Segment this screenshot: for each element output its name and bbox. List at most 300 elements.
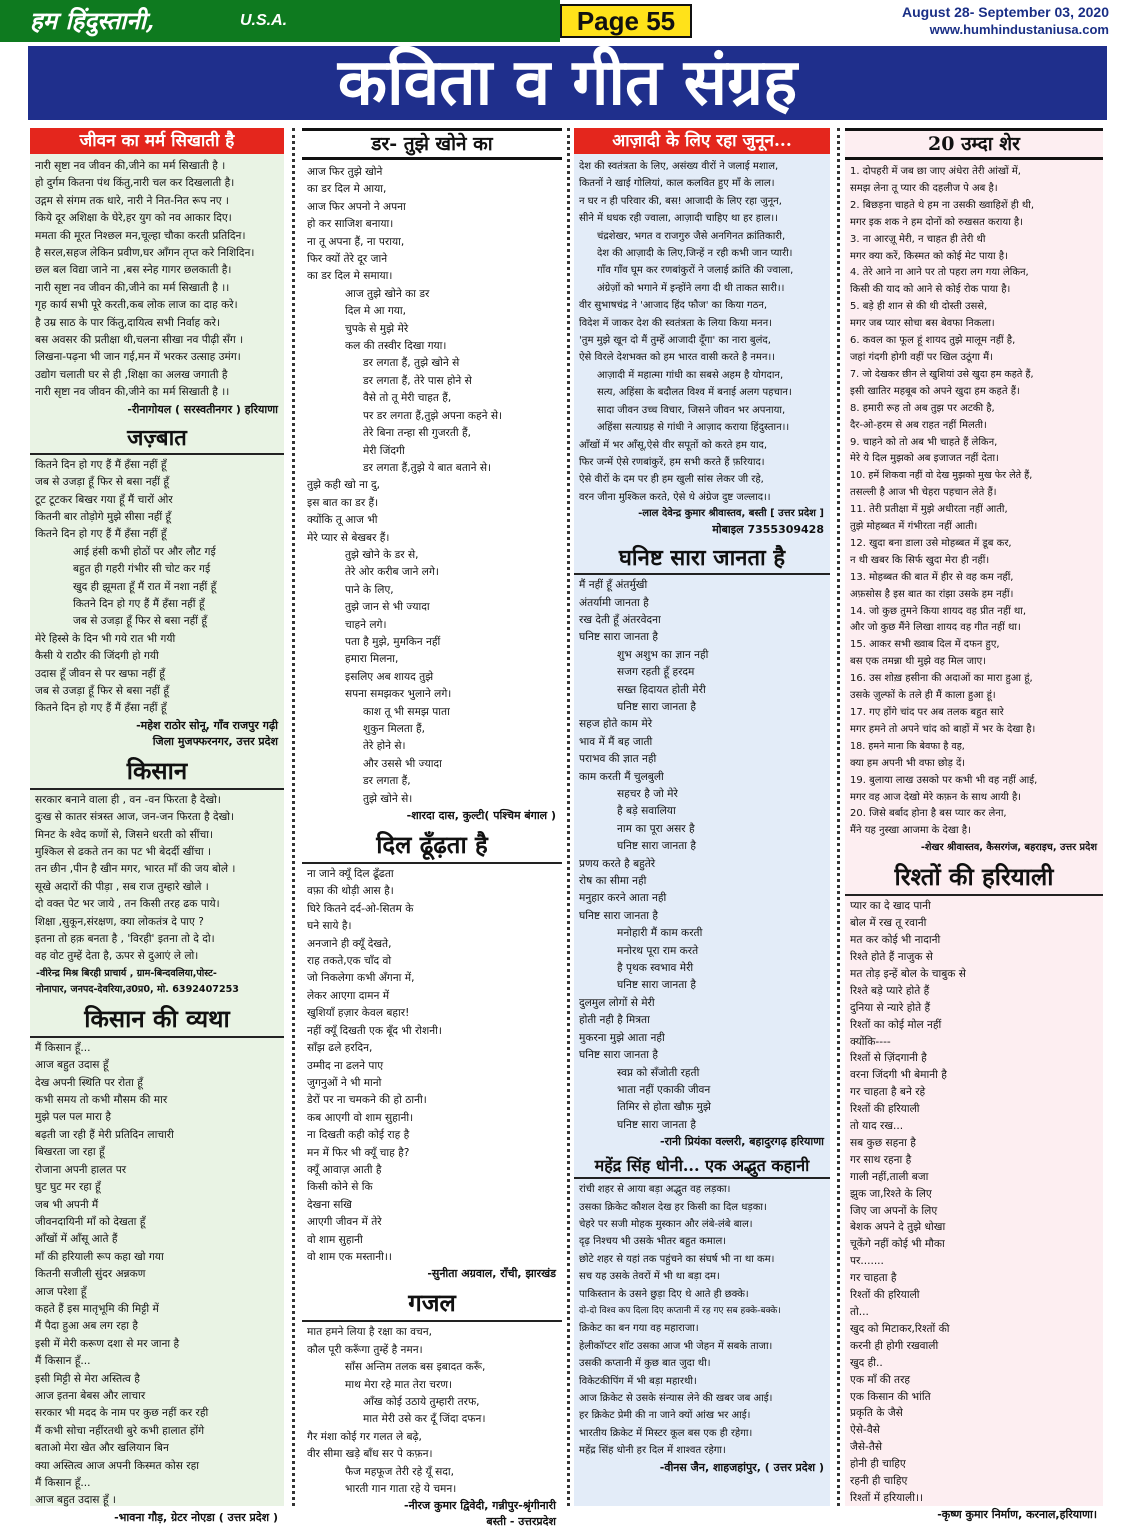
poem-line: मिनट के श्वेद कणों से, जिसने धरती को सींचा। [35, 828, 214, 841]
poem-line: 6. कवल का फूल हूं शायद तुझे मालूम नहीं है, [850, 335, 1016, 347]
poem-line: भारती गान गाता रहे ये चमन। [345, 1483, 457, 1496]
section-banner: कविता व गीत संग्रह [28, 46, 1107, 120]
poem-line: वीर सीमा खड़े बाँध सर पे कफ़न। [307, 1448, 433, 1461]
poem-title: आज़ादी के लिए रहा जुनून... [574, 128, 830, 154]
poem-line: वफ़ा की थोड़ी आस है। [307, 885, 394, 898]
poem-author: -लाल देवेन्द्र कुमार श्रीवास्तव, बस्ती [ उत्तर प्रदेश ] [638, 508, 824, 520]
poem-line: देश की स्वतंत्रता के लिए, असंख्य वीरों ने जलाई मशाल, [579, 161, 779, 172]
poem-line: खुद को मिटाकर,रिश्तों की [850, 1322, 950, 1335]
poem-line: हमारा मिलना, [345, 653, 399, 666]
paper-name: हम हिंदुस्तानी, [30, 6, 155, 35]
poem-line: फैज महफूज तेरी रहे यूँ सदा, [345, 1465, 454, 1478]
poem-line: हो कर साजिश बनाया। [307, 218, 394, 231]
poem-title: किसान की व्यथा [30, 1002, 284, 1038]
poem-line: आज फिर अपनो ने अपना [307, 200, 406, 213]
poem-line: बस एक तमन्ना थी मुझे वह मिल जाए। [850, 656, 986, 668]
poem-line: 5. बड़े ही शान से की थी दोस्ती उससे, [850, 301, 988, 313]
poem-line: कितने दिन हो गए हैं मैं हँसा नहीं हूँ [73, 597, 205, 610]
poem-line: तो... [850, 1306, 869, 1318]
poem-line: आज़ादी में महात्मा गांधी का सबसे अहम है योगदान, [597, 369, 784, 381]
poem-title: डर- तुझे खोने का [302, 128, 562, 160]
poem-line: हेलीकॉप्टर शॉट उसका आज भी जेहन में सबके ताजा। [579, 1340, 773, 1352]
poem-line: उद्गम से संगम तक धारे, नारी ने नित-नित रूप नए । [35, 194, 229, 207]
poem-line: पता है मुझे, मुमकिन नहीं [345, 635, 441, 648]
poem-line: एक किसान की भांति [850, 1390, 931, 1403]
poem-line: सत्य, अहिंसा के बदौलत विश्व में बनाई अलग पहचान। [597, 387, 792, 399]
poem-line: लेकर आएगा दामन में [307, 989, 390, 1002]
poem-line: जब से उजड़ा हूँ फिर से बसा नहीं हूँ [73, 615, 207, 628]
poem-line: आज बहुत उदास हूँ [35, 1059, 109, 1072]
poem-line: दुःख से कातर संत्रस्त आज, जन-जन फिरता है देखो। [35, 811, 235, 824]
poem-line: का डर दिल मे आया, [307, 183, 387, 196]
poem-line: चेहरे पर सजी मोहक मुस्कान और लंबे-लंबे बाल। [579, 1218, 753, 1230]
poem-line: रिश्ते होते हैं नाजुक से [850, 950, 933, 963]
poem-line: तुझे मोहब्बत में गंभीरता नहीं आती। [850, 521, 978, 533]
poem-line: कितने दिन हो गए हैं मैं हँसा नहीं हूँ [35, 528, 167, 541]
poem-line: तुझे खोने के डर से, [345, 548, 419, 561]
poem-line: बहुत ही गहरी गंभीर सी चोट कर गई [73, 563, 211, 576]
poem-line: भारतीय क्रिकेट में मिस्टर कूल बस एक ही रहेगा। [579, 1427, 753, 1439]
poem-line: रिश्तों की हरियाली [850, 1103, 920, 1116]
poem-line: जीवनदायिनी माँ को देखता हूँ [35, 1215, 146, 1228]
poem-body [845, 898, 1103, 1507]
poem-line: तेरे ओर करीब जाने लगे। [345, 566, 439, 579]
poem-line: छल बल विद्या जाने ना ,बस स्नेह गागर छलकाती है। [35, 264, 232, 277]
poem-line: 4. तेरे आने ना आने पर तो पहरा लग गया लेकिन, [850, 267, 1029, 279]
poem-line: उम्मीद ना ढलने पाए [307, 1059, 384, 1072]
poem-author-place: बस्ती - उत्तरप्रदेश [486, 1515, 556, 1529]
poem-line: आई हंसी कभी होठों पर और लौट गई [73, 545, 216, 558]
poem-line: कल की तस्वीर दिखा गया। [345, 340, 447, 353]
poem-line: मेरे ये दिल मुझको अब इजाजत नहीं देता। [850, 453, 999, 465]
poem-line: कब आएगी वो शाम सुहानी। [307, 1111, 414, 1124]
poem-line: है बड़े सवालिया [617, 805, 676, 818]
column-divider [292, 128, 295, 1506]
poem-line: राह तकते,एक चाँद वो [307, 955, 392, 968]
poem-line: रख देती हूँ अंतरवेदना [579, 613, 661, 626]
poem-line: नारी सृष्टा नव जीवन की,जीने का मर्म सिखाती है । [35, 160, 226, 172]
poem-line: सरकार बनाने वाला ही , वन -वन फिरता है देखो। [35, 793, 221, 806]
poem-line: मैं किसान हूँ... [35, 1041, 91, 1054]
poem-line: दृढ़ निश्चय भी उसके भीतर बहुत कमाल। [579, 1236, 727, 1248]
poem-line: देखना सखि [307, 1198, 352, 1211]
poem-line: जिए जा अपनों के लिए [850, 1204, 938, 1217]
poem-line: आज इतना बेबस और लाचार [35, 1389, 146, 1402]
poem-line: तन छीन ,पीन है खीन मगर, भारत माँ की जय बोले । [35, 863, 236, 876]
poem-line: मगर वह आज देखो मेरे कफ़न के साथ आयी है। [850, 791, 1022, 803]
poem-line: तो याद रख... [850, 1120, 904, 1133]
poem-line: स्वप्न को सँजोती रहती [617, 1066, 700, 1079]
poem-line: सादा जीवन उच्च विचार, जिसने जीवन भर अपनाया, [597, 404, 786, 416]
poem-line: दुनिया से न्यारे होते हैं [850, 1001, 931, 1014]
poem-line: घने साये है। [307, 920, 352, 933]
poem-line: तसल्ली है आज भी चेहरा पहचान लेते हैं। [850, 487, 997, 499]
poem-line: जब से उजड़ा हूँ फिर से बसा नहीं हूँ [35, 684, 169, 697]
poem-line: 11. तेरी प्रतीक्षा में मुझे अधीरता नहीं आती, [850, 504, 1008, 516]
poem-line: न घर न ही परिवार की, बस! आजादी के लिए रहा जुनून, [579, 195, 782, 207]
poem-line: वो शाम सुहानी [307, 1233, 363, 1246]
poem-line: क्या हम अपनी भी वफा छोड़ दें। [850, 757, 966, 769]
poem-line: किये दूर अशिक्षा के घेरे,हर युग को नव आकार दिए। [35, 212, 232, 225]
poem-line: 14. जो कुछ तुमने किया शायद वह प्रीत नहीं था, [850, 605, 1027, 617]
poem-line: घुट घुट मर रहा हूँ [35, 1181, 101, 1194]
poem-line: मैंने यह नुस्खा आजमा के देखा है। [850, 825, 971, 837]
poem-line: मगर हमने तो अपने चांद को बाहों में भर के देखा है। [850, 723, 1036, 735]
poem-line: मेरे हिस्से के दिन भी गये रात भी गयी [35, 632, 176, 645]
poem-line: वैसे तो तू मेरी चाहत हैं, [363, 392, 452, 405]
poem-line: जो निकलेगा कभी अँगना में, [307, 972, 415, 985]
poem-line: भाता नहीं एकाकी जीवन [617, 1083, 711, 1096]
poem-line: 17. गए होंगे चांद पर अब तलक बहुत सारे [850, 707, 1004, 718]
poem-line: अंग्रेज़ों को भगाने में इन्होंने लगा दी थी ताकत सारी।। [597, 282, 785, 294]
poem-line: है उम्र साठ के पार किंतु,दायित्व सभी निर्वाह करे। [35, 316, 220, 329]
poem-line: घनिष्ट सारा जानता है [617, 700, 697, 713]
poem-line: सब कुछ सहना है [850, 1136, 916, 1149]
poem-line: कहते हैं इस मातृभूमि की मिट्टी में [35, 1302, 159, 1315]
poem-author: -कृष्ण कुमार निर्माण, करनाल,हरियाणा। [937, 1507, 1097, 1521]
poem-line: वरन जीना मुश्किल करते, ऐसे थे अंग्रेज दुष्ट जल्लाद।। [579, 491, 771, 503]
poem-line: तुझे जान से भी ज्यादा [345, 601, 430, 614]
poem-line: कितनी सजीली सुंदर अन्नकण [35, 1268, 146, 1281]
poem-author: -सुनीता अग्रवाल, राँची, झारखंड [427, 1267, 556, 1281]
poem-line: घनिष्ट सारा जानता है [617, 979, 697, 992]
poem-line: घनिष्ट सारा जानता है [579, 909, 659, 922]
poem-line: जुगनुओं ने भी मानो [307, 1076, 382, 1089]
poem-line: क्योंकि---- [850, 1035, 891, 1048]
poem-line: मैं किसान हूँ... [35, 1477, 91, 1489]
poem-line: सख्त हिदायत होती मेरी [617, 683, 706, 696]
poem-author: -वीरेन्द्र मिश्र बिरही प्राचार्य , ग्राम-बिन्दवलिया,पोस्ट- [36, 967, 217, 979]
poem-line: ना दिखती कही कोई राह है [307, 1129, 410, 1142]
poem-line: 18. हमने माना कि बेवफा है वह, [850, 740, 965, 752]
poem-line: उसकी कप्तानी में कुछ बात जुदा थी। [579, 1358, 711, 1370]
poem-line: टूट टूटकर बिखर गया हूँ मैं चारों ओर [35, 493, 173, 506]
poem-line: तुझे कही खो ना दु, [307, 479, 381, 492]
poem-line: इसलिए अब शायद तुझे [345, 670, 434, 683]
poem-line: इतना तो हक़ बनता है , 'विरही' इतना तो दे दो। [35, 933, 215, 946]
poem-line: झुक जा,रिश्ते के लिए [850, 1187, 932, 1200]
page-number: Page 55 [560, 4, 692, 38]
poem-body [302, 164, 562, 808]
poem-line: रहनी ही चाहिए [850, 1475, 908, 1488]
column-2 [302, 128, 562, 1529]
poem-line: देख अपनी स्थिति पर रोता हूँ [35, 1076, 143, 1089]
poem-line: बिखरता जा रहा हूँ [35, 1146, 105, 1159]
poem-body [574, 1181, 830, 1460]
poem-line: 10. हमें शिकवा नहीं वो देख मुझको मुख फेर लेते हैं, [850, 470, 1033, 482]
poem-body [302, 1324, 562, 1498]
poem-line: गाली नहीं,ताली बजा [850, 1170, 929, 1183]
poem-line: किसी कोने से कि [307, 1181, 373, 1194]
poem-line: वह वोट तुम्हें देता है, ऊपर से दुआएं ले लो। [35, 950, 199, 963]
poem-line: कौल पूरी करूँगा तुम्हें है नमन। [307, 1343, 423, 1356]
poem-line: गैर मंशा कोई गर गलत ले बढ़े, [307, 1430, 422, 1443]
poem-line: 7. जो देखकर छीन ले खुशियां उसे खुदा हम कहते हैं, [850, 368, 1034, 380]
poem-line: नाम का पूरा असर है [617, 822, 695, 835]
poem-line: बस अवसर की प्रतीक्षा थी,चलना सीखा नव पीढ़ी सँग । [35, 334, 244, 347]
poem-line: डर लगता हैं, तेरे पास होने से [363, 374, 472, 387]
poem-line: मत तोड़ इन्हें बोल के चाबुक से [850, 967, 966, 980]
poem-line: वीर सुभाषचंद्र ने 'आजाद हिंद फौज' का किया गठन, [579, 300, 768, 312]
poem-title: गजल [302, 1286, 562, 1322]
poem-body [574, 577, 830, 1134]
poem-line: 2. बिछड़ना चाहते थे हम ना उसकी ख्वाहिशें ही थी, [850, 199, 1035, 211]
poem-line: गर चाहता है बने रहे [850, 1086, 926, 1099]
poem-line: सीने में धधक रही ज्वाला, आज़ादी चाहिए था हर हाल।। [579, 213, 779, 225]
poem-line: घनिष्ट सारा जानता है [617, 1118, 697, 1131]
poem-line: कितने दिन हो गए हैं मैं हँसा नहीं हूँ [35, 458, 167, 471]
poem-author: -रानी प्रियंका वल्लरी, बहादुरगढ़ हरियाणा [660, 1135, 824, 1149]
poem-line: मुश्किल से ढकते तन का पट भी बेदर्दी खींचा । [35, 846, 211, 858]
poem-author-place: जिला मुजफ्फरनगर, उत्तर प्रदेश [152, 734, 278, 748]
poem-author: -नीरज कुमार द्विवेदी, गन्नीपुर-श्रृंगीनारी [404, 1499, 556, 1513]
poem-line: वरना जिंदगी भी बेमानी है [850, 1069, 947, 1082]
poem-line: मैं नहीं हूँ अंतर्मुखी [579, 579, 648, 592]
poem-body [30, 457, 284, 718]
poem-line: पर....... [850, 1255, 884, 1268]
poem-line: भाव में मैं बह जाती [579, 735, 653, 748]
poem-line: दिल मे आ गया, [345, 305, 407, 318]
poem-line: क्योंकि तू आज भी [307, 514, 378, 527]
poem-line: मनोहारी मैं काम करती [617, 927, 703, 940]
poem-line: पर डर लगता हैं,तुझे अपना कहने से। [363, 409, 503, 422]
poem-line: रिश्तों का कोई मोल नहीं [850, 1018, 942, 1031]
poem-line: आँखों में भर आँसू,ऐसे वीर सपूतों को करते हम याद, [579, 439, 768, 451]
poem-body [845, 164, 1103, 840]
poem-line: मगर इक शक ने हम दोनों को रुखसत कराया है। [850, 216, 1023, 228]
poem-line: मात मेरी उसे कर दूँ जिंदा दफन। [363, 1413, 486, 1426]
poem-line: गाँव गाँव घूम कर रणबांकुरों ने जलाई क्रांति की ज्वाला, [597, 265, 794, 277]
poem-line: शिक्षा ,सुकून,संरक्षण, क्या लोकतंत्र दे पाए ? [35, 915, 204, 928]
poem-line: ना जाने क्यूँ दिल ढूँढता [307, 868, 394, 881]
poem-line: मैं किसान हूँ... [35, 1355, 91, 1368]
poem-line: प्रकृति के जैसे [850, 1407, 903, 1420]
poem-line: ना तू अपना हैं, ना पराया, [307, 235, 405, 248]
poem-line: विदेश में जाकर देश की स्वतंत्रता के लिया किया मनन। [579, 317, 772, 329]
poem-title: 20 उम्दा शेर [845, 128, 1103, 160]
poem-line: सजग रहती हूँ हरदम [617, 666, 695, 679]
poem-line: काम करती मैं चुलबुली [579, 770, 664, 783]
poem-line: फिर जन्में ऐसे रणबांकुरें, हम सभी करते हैं फ़रियाद। [579, 456, 765, 468]
poem-line: जब भी अपनी मैं [35, 1198, 99, 1211]
poem-line: और जो कुछ मैंने लिखा शायद वह गीत नहीं था। [850, 622, 1021, 634]
poem-line: सहचर है जो मेरे [617, 788, 678, 800]
poem-line: ऐसे विरले देशभक्त को हम भारत वासी करते है नमन।। [579, 352, 776, 364]
column-4 [845, 128, 1103, 1521]
poem-line: अनजाने ही क्यूँ देखते, [307, 937, 392, 950]
poem-line: तिमिर से होता खौफ़ मुझे [617, 1101, 711, 1114]
poem-line: दैर-ओ-हरम से अब राहत नहीं मिलती। [850, 419, 987, 431]
poem-title: जीवन का मर्म सिखाती है [30, 128, 284, 154]
poem-line: हो दुर्गम कितना पंथ किंतु,नारी चल कर दिखलाती है। [35, 177, 235, 190]
poem-line: डर लगता हैं,तुझे ये बात बताने से। [363, 461, 492, 474]
poem-title: दिल ढूँढ़ता है [302, 828, 562, 864]
poem-line: खुद ही.. [850, 1356, 883, 1369]
poem-line: नारी सृष्टा नव जीवन की,जीने का मर्म सिखाती है ।। [35, 281, 230, 294]
poem-body [30, 792, 284, 966]
poem-line: रिश्ते बड़े प्यारे होते हैं [850, 984, 930, 997]
poem-line: इसी खातिर महबूब को अपने खुदा हम कहते हैं। [850, 385, 1020, 397]
poem-line: नारी सृष्टा नव जीवन की,जीने का मर्म सिखाती है ।। [35, 386, 230, 399]
poem-line: उद्योग चलाती घर से ही ,शिक्षा का अलख जगाती है [35, 368, 228, 381]
poem-line: आँख कोई उठाये तुम्हारी तरफ, [363, 1396, 480, 1408]
poem-line: आज क्रिकेट से उसके संन्यास लेने की खबर जब आई। [579, 1393, 773, 1404]
poem-line: जहां गंदगी होगी वहीं पर खिल उठूंगा मैं। [850, 351, 993, 363]
poem-line: सपना समझकर भुलाने लगे। [345, 688, 452, 701]
poem-line: शुकुन मिलता हैं, [363, 723, 425, 735]
poem-title: रिश्तों की हरियाली [845, 860, 1103, 896]
poem-line: पाने के लिए, [345, 583, 394, 596]
poem-author-place: नोनापार, जनपद-देवरिया,उ0प्र0, मो. 6392407253 [36, 983, 239, 995]
poem-line: घनिष्ट सारा जानता है [579, 631, 659, 644]
poem-line: होनी ही चाहिए [850, 1458, 906, 1471]
poem-line: हर क्रिकेट प्रेमी की ना जाने क्यों आंख भर आई। [579, 1410, 751, 1422]
poem-line: और उससे भी ज्यादा [363, 757, 442, 770]
poem-author: -शारदा दास, कुल्टी( पश्चिम बंगाल ) [406, 809, 556, 823]
poem-line: रिश्तों की हरियाली [850, 1289, 920, 1302]
poem-line: ममता की मूरत निश्छल मन,चूल्हा चौका करती प्रतिदिन। [35, 229, 246, 242]
poem-line: चाहने लगे। [345, 618, 387, 631]
poem-line: विकेटकीपिंग में भी बड़ा महारथी। [579, 1375, 697, 1387]
poem-line: घनिष्ट सारा जानता है [617, 840, 697, 853]
poem-line: कभी समय तो कभी मौसम की मार [35, 1094, 168, 1107]
poem-line: खुद ही झूमता हूँ मैं रात में नशा नहीं हूँ [73, 580, 217, 593]
masthead-bar [0, 0, 560, 42]
poem-line: तेरे होने से। [363, 740, 406, 753]
poem-line: आँखों में आँसू आते हैं [35, 1233, 118, 1246]
poem-line: कितनी बार तोड़ोगे मुझे सीसा नहीं हूँ [35, 510, 172, 523]
poem-line: रांची शहर से आया बड़ा अद्भुत वह लड़का। [579, 1184, 731, 1196]
poem-line: चुपके से मुझे मेरे [345, 322, 409, 335]
poem-line: तेरे बिना तन्हा सी गुजरती हैं, [363, 427, 472, 440]
poem-line: ऐसे-वैसे [850, 1424, 880, 1437]
poem-line: साँझ ढले हरदिन, [307, 1042, 373, 1055]
poem-line: माथ मेरा रहे मात तेरा चरण। [345, 1378, 453, 1391]
poem-line: सरकार भी मदद के नाम पर कुछ नहीं कर रही [35, 1407, 209, 1420]
poem-line: रोजाना अपनी हालत पर [35, 1163, 127, 1176]
poem-line: प्रणय करते है बहुतेरे [579, 857, 656, 870]
poem-line: क्रिकेट का बन गया वह महाराजा। [579, 1323, 699, 1335]
poem-line: चूकेंगे नहीं कोई भी मौका [850, 1238, 945, 1251]
poem-line: किसी की याद को आने से कोई रोक पाया है। [850, 284, 1011, 296]
poem-line: न थी खबर कि सिर्फ खुदा मेरा ही नहीं। [850, 554, 990, 566]
website-link[interactable]: www.humhindustaniusa.com [929, 22, 1109, 37]
poem-line: पाकिस्तान के उसने छुड़ा दिए थे आते ही छक्के। [579, 1288, 749, 1300]
poem-line: एक माँ की तरह [850, 1373, 911, 1386]
poem-line: दुलमुल लोगों से मेरी [579, 996, 655, 1009]
column-divider [837, 128, 840, 1506]
poem-line: सच यह उसके तेवरों में भी था बड़ा दम। [579, 1271, 720, 1283]
poem-line: होती नही है मित्रता [579, 1014, 650, 1027]
poem-line: है पृथक स्वभाव मेरी [617, 962, 694, 975]
poem-line: कितनों ने खाई गोलियां, काल कलवित हुए माँ के लाल। [579, 178, 775, 190]
poem-line: घनिष्ट सारा जानता है [579, 1049, 659, 1062]
poem-author: -रीनागोयल ( सरस्वतीनगर ) हरियाणा [127, 402, 278, 416]
poem-line: मगर क्या करें, किस्मत को कोई मेट पाया है। [850, 250, 1008, 262]
poem-line: माँ की हरियाली रूप कहा खो गया [35, 1250, 164, 1263]
poem-line: गृह कार्य सभी पूरे करती,कब लोक लाज का दाह करे। [35, 299, 238, 312]
poem-author: -शेखर श्रीवास्तव, कैसरगंज, बहराइच, उत्तर प्रदेश [920, 842, 1097, 854]
poem-line: 3. ना आरज़ू मेरी, न चाहत ही तेरी थी [850, 233, 986, 245]
poem-line: साँस अन्तिम तलक बस इबादत करूँ, [345, 1361, 486, 1374]
poem-line: मनुहार करने आता नही [579, 892, 667, 905]
poem-body [302, 866, 562, 1266]
poem-line: वो शाम एक मस्तानी।। [307, 1250, 392, 1263]
poem-line: घिरे कितने दर्द-ओ-सितम के [307, 902, 414, 915]
issue-info [902, 4, 1109, 37]
poem-line: जब से उजड़ा हूँ फिर से बसा नहीं हूँ [35, 476, 169, 489]
poem-line: मन में फिर भी क्यूँ चाह है? [307, 1146, 410, 1159]
poem-line: डर लगता हैं, [363, 775, 411, 788]
poem-author: -भावना गौड़, ग्रेटर नोएडा ( उत्तर प्रदेश ) [114, 1510, 278, 1524]
poem-line: आएगी जीवन में तेरे [307, 1216, 382, 1229]
poem-line: मुझे पल पल मारा है [35, 1111, 111, 1124]
poem-line: नहीं क्यूँ दिखती एक बूँद भी रोशनी। [307, 1024, 442, 1037]
poem-line: समझ लेना तू प्यार की दहलीज पे अब है। [850, 182, 998, 194]
poem-line: दो-दो विश्व कप दिला दिए कप्तानी में रह गए सब हक्के-बक्के। [579, 1305, 781, 1316]
poem-line: फिर क्यों तेरे दूर जाने [307, 253, 388, 266]
poem-line: बोल में रख तू रवानी [850, 917, 927, 930]
poem-line: क्या अस्तित्व आज अपनी किस्मत कोस रहा [35, 1459, 199, 1472]
poem-line: आज परेशा हूँ [35, 1285, 87, 1298]
poem-title: घनिष्ट सारा जानता है [574, 542, 830, 575]
poem-line: 8. हमारी रूह तो अब तुझ पर अटकी है, [850, 402, 995, 414]
poem-line: चंद्रशेखर, भगत व राजगुरु जैसे अनगिनत क्रांतिकारी, [597, 230, 786, 242]
column-3 [574, 128, 830, 1506]
poem-line: कैसी ये राठौर की जिंदगी हो गयी [35, 650, 159, 663]
masthead [0, 0, 1135, 42]
poem-title: महेंद्र सिंह धोनी... एक अद्भुत कहानी [574, 1154, 830, 1179]
poem-line: बताओ मेरा खेत और खलियान बिन [35, 1442, 169, 1455]
poem-line: 19. बुलाया लाख उसको पर कभी भी वह नहीं आई, [850, 774, 1038, 786]
poem-line: सूखे अदारों की पीड़ा , सब राज तुम्हारे खोले । [35, 880, 209, 893]
poem-line: रोष का सीमा नही [579, 875, 647, 888]
poem-line: मगर जब प्यार सोचा बस बेवफा निकला। [850, 318, 995, 330]
poem-line: है सरल,सहज लेकिन प्रवीण,घर आँगन तृप्त करे निशिदिन। [35, 247, 255, 260]
poem-line: अंतर्यामी जानता है [579, 596, 649, 609]
poem-line: बढ़ती जा रही हैं मेरी प्रतिदिन लाचारी [35, 1128, 174, 1141]
poem-line: उदास हूँ जीवन से पर खफा नहीं हूँ [35, 667, 165, 680]
column-1 [30, 128, 284, 1524]
poem-line: दो वक्त पेट भर जाये , तन किसी तरह ढक पाये। [35, 898, 220, 911]
poem-line: गर साथ रहना है [850, 1153, 912, 1166]
poem-body [574, 158, 830, 506]
poem-line: डर लगता हैं, तुझे खोने से [363, 357, 460, 370]
poem-line: खुशियाँ हज़ार केवल बहार! [307, 1007, 410, 1020]
poem-line: मैं पैदा हुआ अब लग रहा है [35, 1320, 138, 1333]
paper-country: U.S.A. [240, 12, 288, 29]
issue-date: August 28- September 03, 2020 [902, 4, 1109, 20]
poem-title: किसान [30, 754, 284, 790]
poem-line: क्यूँ आवाज़ आती है [307, 1163, 382, 1176]
poem-line: आज बहुत उदास हूँ । [35, 1494, 116, 1507]
poem-line: इस बात का डर हैं। [307, 496, 379, 509]
poem-line: 20. जिसे बर्बाद होना है बस प्यार कर लेना, [850, 808, 1007, 820]
poem-line: कितने दिन हो गए हैं मैं हँसा नहीं हूँ [35, 702, 167, 715]
poem-title: जज़्बात [30, 422, 284, 455]
poem-line: मत कर कोई भी नादानी [850, 934, 941, 947]
poem-line: अहिंसा सत्याग्रह से गांधी ने आज़ाद कराया हिंदुस्तान।। [597, 422, 790, 434]
poem-line: बेशक अपने दे तुझे धोखा [850, 1221, 946, 1234]
poem-line: शुभ अशुभ का ज्ञान नही [617, 648, 709, 661]
poem-author-phone: मोबाइल 7355309428 [712, 523, 824, 537]
poem-line: प्यार का दे खाद पानी [850, 900, 931, 913]
poem-line: रिश्तों से ज़िंदगानी है [850, 1052, 927, 1065]
poem-line: ऐसे वीरों के दम पर ही हम खुली सांस लेकर जी रहे, [579, 474, 764, 486]
poem-line: जैसे-तैसे [850, 1441, 883, 1454]
poem-body [30, 1040, 284, 1510]
poem-line: का डर दिल मे समाया। [307, 270, 393, 283]
